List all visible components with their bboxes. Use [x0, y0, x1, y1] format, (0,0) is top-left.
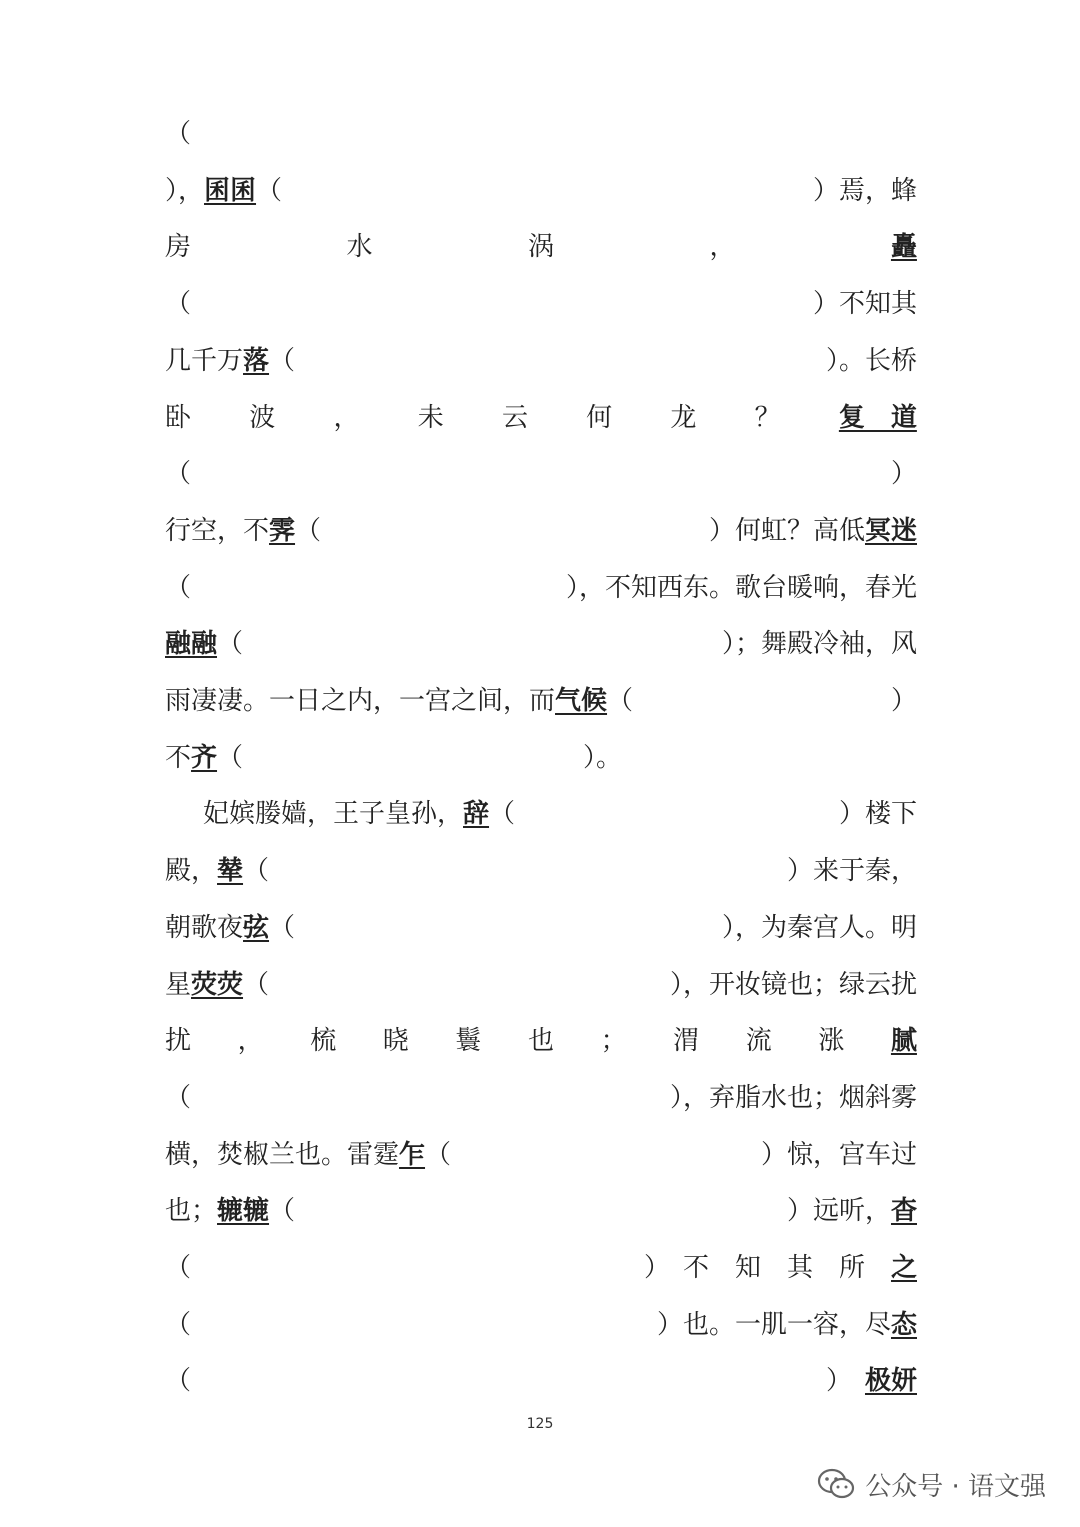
text-segment: ）也。一肌一容，尽 — [656, 1310, 891, 1340]
key-word: 态 — [890, 1310, 917, 1340]
text-segment: ， — [709, 232, 736, 262]
text-segment: 龙 — [670, 403, 697, 433]
key-word: 落 — [243, 346, 270, 376]
text-line — [165, 1361, 917, 1401]
text-segment: （ — [165, 1253, 192, 1283]
text-segment: 雨凄凄。一日之内，一宫之间，而 — [165, 686, 556, 716]
text-segment: 殿， — [165, 856, 218, 886]
text-segment: 不 — [165, 743, 192, 773]
text-segment: 星 — [165, 970, 192, 1000]
key-word: 杳 — [890, 1196, 917, 1226]
text-segment: 妃嫔媵嫱，王子皇孙， — [203, 799, 464, 829]
text-segment: （ — [295, 516, 322, 546]
text-line — [165, 965, 917, 1005]
page-number: 125 — [526, 1416, 554, 1432]
text-segment: 水 — [346, 232, 373, 262]
text-segment: ）不知其 — [812, 289, 917, 319]
text-segment: 波 — [249, 403, 276, 433]
text-segment: ）焉，蜂 — [812, 176, 917, 206]
text-segment: 行空，不 — [165, 516, 270, 546]
text-segment: 未 — [417, 403, 444, 433]
text-line — [165, 454, 917, 494]
text-segment: ），不知西东。歌台暖响，春光 — [565, 573, 917, 603]
text-line — [165, 114, 917, 154]
text-segment: （ — [269, 1196, 296, 1226]
key-word: 辘辘 — [217, 1196, 270, 1226]
text-segment: 也； — [165, 1196, 218, 1226]
text-line — [165, 681, 917, 721]
text-line — [165, 284, 917, 324]
watermark-label: 公众号 · 语文强 — [865, 1471, 1046, 1502]
text-segment: ， — [237, 1026, 264, 1056]
text-line — [165, 1021, 917, 1061]
text-segment: ）何虹？高低 — [708, 516, 865, 546]
key-word: 复 道 — [838, 403, 917, 433]
wechat-icon — [817, 1468, 855, 1500]
text-segment: 卧 — [165, 403, 192, 433]
text-line — [165, 398, 917, 438]
text-segment: ），为秦宫人。明 — [721, 913, 917, 943]
key-word: 荧荧 — [191, 970, 244, 1000]
text-segment: （ — [243, 856, 270, 886]
key-word: 辞 — [463, 799, 490, 829]
text-segment: （ — [256, 176, 283, 206]
text-line — [165, 1078, 917, 1118]
text-segment: 涨 — [818, 1026, 845, 1056]
text-segment: （ — [243, 970, 270, 1000]
text-line — [165, 227, 917, 267]
text-segment: 何 — [586, 403, 613, 433]
text-segment: （ — [165, 573, 192, 603]
text-segment: （ — [165, 289, 192, 319]
text-line — [165, 851, 917, 891]
text-segment: 几千万 — [165, 346, 244, 376]
text-segment: 房 — [165, 232, 192, 262]
text-segment: ）；舞殿冷袖，风 — [721, 629, 917, 659]
text-segment: 流 — [745, 1026, 772, 1056]
text-line — [165, 908, 917, 948]
text-segment: ）远听， — [786, 1196, 891, 1226]
text-segment: ； — [600, 1026, 627, 1056]
text-segment: ） — [825, 1366, 865, 1396]
key-word: 辇 — [217, 856, 244, 886]
text-segment: ）。 — [583, 743, 623, 773]
text-segment: （ — [165, 1366, 192, 1396]
key-word: 乍 — [399, 1140, 426, 1170]
text-line — [165, 1135, 917, 1175]
text-segment: ， — [333, 403, 360, 433]
text-line — [165, 341, 917, 381]
text-segment: （ — [489, 799, 516, 829]
text-segment: ）楼下 — [838, 799, 917, 829]
text-line — [165, 171, 917, 211]
text-segment: ）来于秦， — [786, 856, 917, 886]
text-segment: 也 — [527, 1026, 554, 1056]
text-line — [165, 794, 917, 834]
text-line — [165, 1191, 917, 1231]
text-line — [165, 1305, 917, 1345]
text-segment: 扰 — [165, 1026, 192, 1056]
text-line — [165, 1248, 917, 1288]
key-word: 冥迷 — [864, 516, 917, 546]
text-line — [165, 511, 917, 551]
text-segment: 云 — [501, 403, 528, 433]
text-segment: 涡 — [527, 232, 554, 262]
text-segment: （ — [607, 686, 634, 716]
text-segment: ） — [890, 686, 917, 716]
text-segment: （ — [165, 1310, 192, 1340]
key-word: 气候 — [555, 686, 608, 716]
text-line — [165, 738, 917, 778]
text-segment: ）惊，宫车过 — [760, 1140, 917, 1170]
key-word: 融融 — [165, 629, 218, 659]
text-line — [165, 568, 917, 608]
key-word: 矗 — [890, 232, 917, 262]
key-word: 霁 — [269, 516, 296, 546]
key-word: 腻 — [890, 1026, 917, 1056]
text-line — [165, 624, 917, 664]
text-segment: （ — [425, 1140, 452, 1170]
text-segment: （ — [217, 743, 244, 773]
text-segment: ）。长桥 — [825, 346, 917, 376]
text-segment: 梳 — [310, 1026, 337, 1056]
key-word: 之 — [890, 1253, 917, 1283]
text-segment: ） 不 知 其 所 — [643, 1253, 891, 1283]
text-segment: （ — [165, 1083, 192, 1113]
text-segment: 渭 — [673, 1026, 700, 1056]
text-segment: 晓 — [382, 1026, 409, 1056]
key-word: 齐 — [191, 743, 218, 773]
key-word: 极妍 — [864, 1366, 917, 1396]
text-segment: （ — [217, 629, 244, 659]
text-segment: ），弃脂水也；烟斜雾 — [669, 1083, 917, 1113]
text-segment: （ — [269, 346, 296, 376]
text-segment: ）， — [165, 176, 205, 206]
text-segment: （ — [165, 459, 192, 489]
watermark-footer — [817, 1464, 1046, 1504]
text-segment: 鬟 — [455, 1026, 482, 1056]
text-segment: 横，焚椒兰也。雷霆 — [165, 1140, 400, 1170]
key-word: 囷囷 — [204, 176, 257, 206]
text-segment: （ — [165, 119, 192, 149]
text-segment: ），开妆镜也；绿云扰 — [669, 970, 917, 1000]
text-segment: ？ — [754, 403, 781, 433]
text-segment: （ — [269, 913, 296, 943]
text-segment: ） — [890, 459, 917, 489]
key-word: 弦 — [243, 913, 270, 943]
text-segment: 朝歌夜 — [165, 913, 244, 943]
